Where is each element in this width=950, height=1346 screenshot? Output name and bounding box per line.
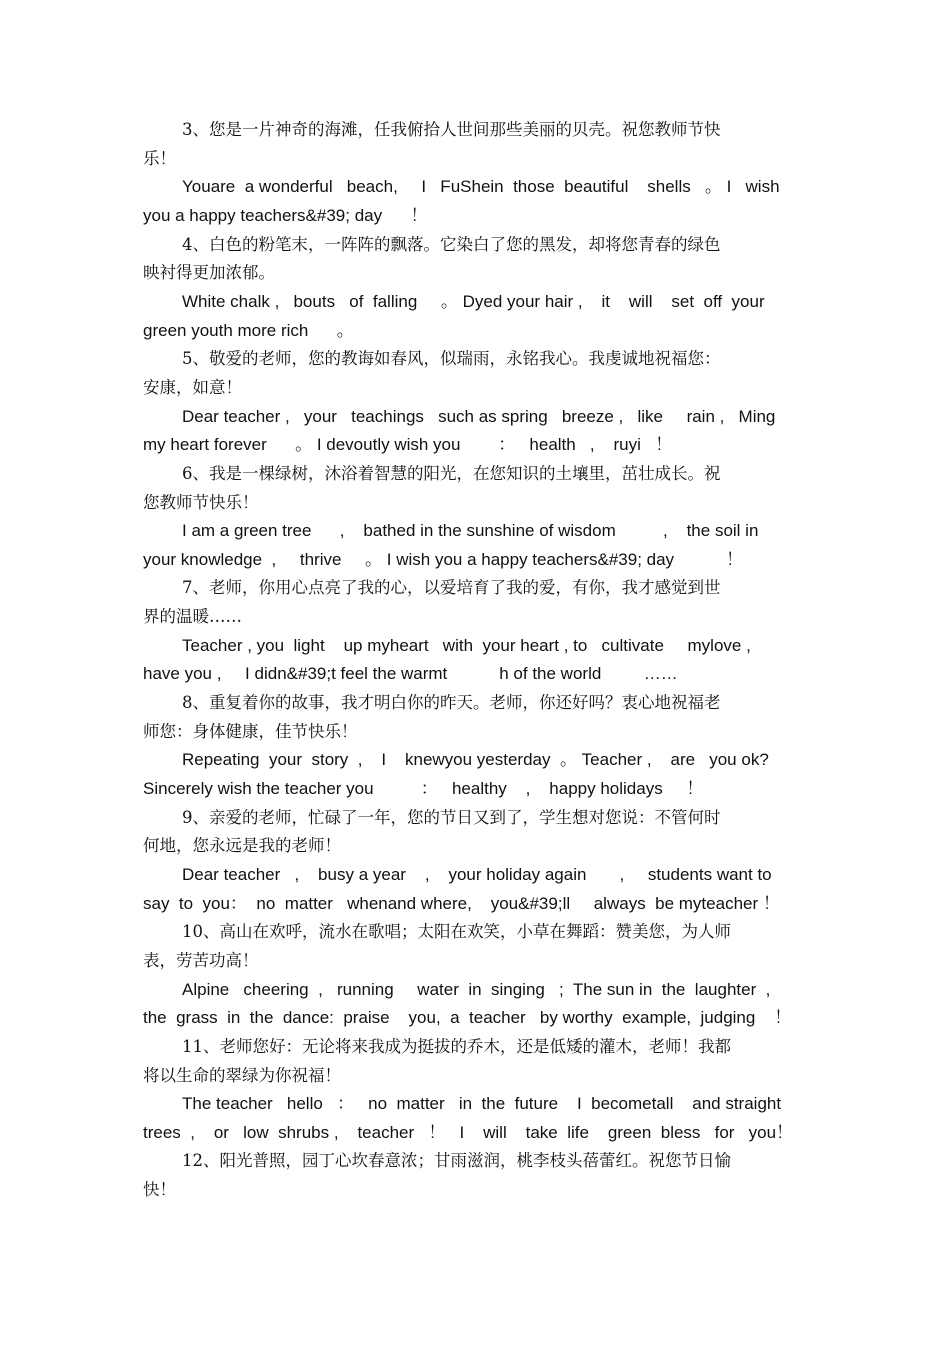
paragraph-line: Sincerely wish the teacher you ： healthy , happy holidays ！ — [143, 779, 704, 798]
paragraph-line: the grass in the dance: praise you, a teacher by worthy example, judging ！ — [143, 1008, 792, 1028]
paragraph-line: Teacher , you light up myheart with your heart , to cultivate mylove , — [182, 635, 751, 655]
paragraph-line: Dear teacher , busy a year , your holiday again , students want to — [182, 864, 772, 884]
paragraph-line: 映衬得更加浓郁。 — [143, 263, 275, 283]
paragraph-line: 乐！ — [143, 148, 176, 168]
english-paragraph — [143, 288, 805, 345]
paragraph-line: 5、敬爱的老师，您的教诲如春风，似瑞雨，永铭我心。我虔诚地祝福您： — [182, 349, 721, 369]
chinese-paragraph — [143, 1033, 805, 1090]
chinese-paragraph — [143, 1147, 805, 1204]
paragraph-line: I am a green tree , bathed in the sunshine of wisdom , the soil in — [182, 521, 759, 541]
paragraph-line: 将以生命的翠绿为你祝福！ — [143, 1065, 341, 1085]
paragraph-line: your knowledge , thrive 。 I wish you a happy teachers&#39; day ！ — [143, 549, 744, 569]
paragraph-line: 3、您是一片神奇的海滩，任我俯拾人世间那些美丽的贝壳。祝您教师节快 — [182, 120, 721, 139]
paragraph-line: 何地，您永远是我的老师！ — [143, 836, 341, 856]
paragraph-line: trees , or low shrubs , teacher ！ I will take life green bless for you！ — [143, 1122, 794, 1142]
paragraph-line: 10、高山在欢呼，流水在歌唱；太阳在欢笑，小草在舞蹈：赞美您，为人师 — [182, 922, 731, 942]
paragraph-line: 7、老师，你用心点亮了我的心，以爱培育了我的爱，有你，我才感觉到世 — [182, 578, 721, 598]
paragraph-line: Youare a wonderful beach, I FuShein those beautiful shells 。 I wish — [182, 177, 780, 197]
english-paragraph — [143, 173, 805, 230]
chinese-paragraph — [143, 116, 805, 173]
paragraph-line: 12、阳光普照，园丁心坎春意浓；甘雨滋润，桃李枝头蓓蕾红。祝您节日愉 — [182, 1151, 731, 1171]
chinese-paragraph — [143, 689, 805, 746]
paragraph-line: 师您：身体健康，佳节快乐！ — [143, 721, 358, 741]
english-paragraph — [143, 746, 805, 803]
paragraph-line: The teacher hello ： no matter in the future I becometall and straight — [182, 1094, 782, 1114]
chinese-paragraph — [143, 231, 805, 288]
chinese-paragraph — [143, 345, 805, 402]
paragraph-line: you a happy teachers&#39; day ！ — [143, 206, 428, 225]
paragraph-line: 11、老师您好：无论将来我成为挺拔的乔木，还是低矮的灌木，老师！我都 — [182, 1036, 731, 1056]
paragraph-line: say to you： no matter whenand where, you&#39;ll always be myteacher ！ — [143, 893, 780, 913]
english-paragraph — [143, 632, 805, 689]
english-paragraph — [143, 1090, 805, 1147]
paragraph-line: Dear teacher , your teachings such as spring breeze , like rain , Ming — [182, 406, 776, 426]
chinese-paragraph — [143, 804, 805, 861]
chinese-paragraph — [143, 460, 805, 517]
paragraph-line: 安康，如意！ — [143, 377, 242, 397]
paragraph-line: my heart forever 。 I devoutly wish you ： health , ruyi ！ — [143, 435, 673, 455]
paragraph-line: White chalk , bouts of falling 。 Dyed your hair , it will set off your — [182, 291, 765, 311]
chinese-paragraph — [143, 574, 805, 631]
paragraph-line: Repeating your story , I knewyou yesterday 。 Teacher , are you ok? — [182, 750, 769, 770]
paragraph-line: 表，劳苦功高！ — [143, 950, 259, 970]
chinese-paragraph — [143, 918, 805, 975]
english-paragraph — [143, 861, 805, 918]
paragraph-line: 界的温暖…… — [143, 607, 242, 627]
paragraph-line: 您教师节快乐！ — [143, 492, 259, 512]
paragraph-line: 4、白色的粉笔末，一阵阵的飘落。它染白了您的黑发，却将您青春的绿色 — [182, 234, 721, 254]
paragraph-line: Alpine cheering , running water in singing ; The sun in the laughter , — [182, 979, 771, 999]
paragraph-line: green youth more rich 。 — [143, 320, 354, 340]
english-paragraph — [143, 976, 805, 1033]
paragraph-line: 9、亲爱的老师，忙碌了一年，您的节日又到了，学生想对您说：不管何时 — [182, 807, 721, 827]
paragraph-line: 6、我是一棵绿树，沐浴着智慧的阳光，在您知识的土壤里，茁壮成长。祝 — [182, 463, 721, 483]
paragraph-line: 快！ — [143, 1180, 176, 1200]
paragraph-line: 8、重复着你的故事，我才明白你的昨天。老师，你还好吗？衷心地祝福老 — [182, 693, 721, 712]
paragraph-line: have you , I didn&#39;t feel the warmt h of the world …… — [143, 664, 678, 684]
english-paragraph — [143, 403, 805, 460]
english-paragraph — [143, 517, 805, 574]
